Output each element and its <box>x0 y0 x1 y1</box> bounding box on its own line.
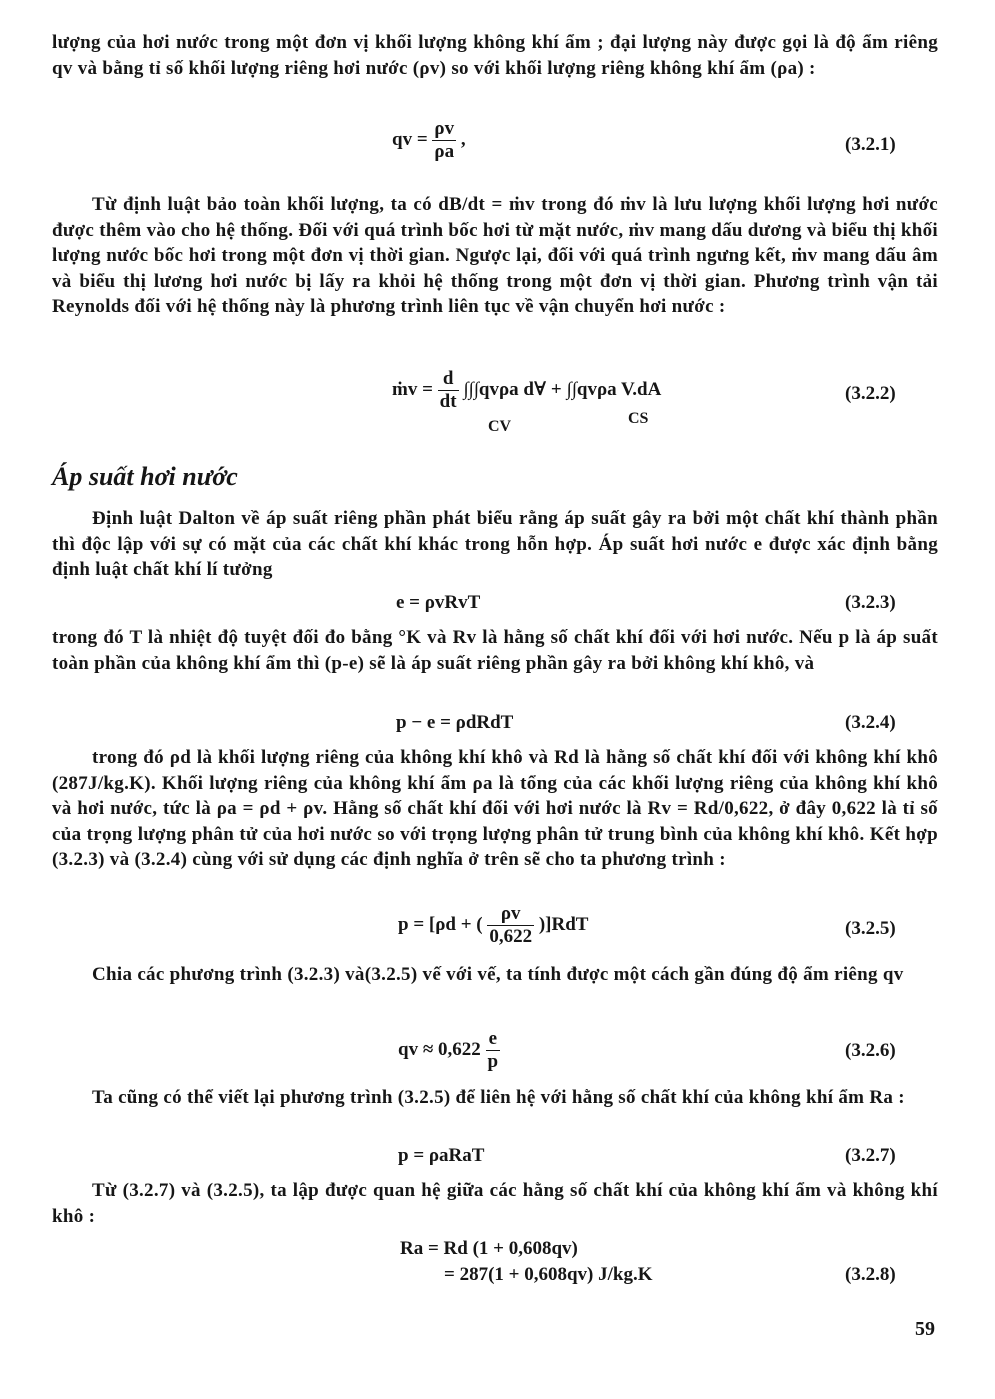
paragraph-dalton-law: Định luật Dalton về áp suất riêng phần phát biểu rằng áp suất gây ra bởi một chất khí thành phần thì độc lập với sự có mặt của các chất khí khác trong hỗn hợp. Áp suất hơi nước e được xác định bằng định luật chất khí lí tưởng <box>52 508 938 580</box>
fraction <box>486 1028 501 1073</box>
section-heading: Áp suất hơi nước <box>52 462 238 491</box>
paragraph-vapor-gas-constant: trong đó T là nhiệt độ tuyệt đối đo bằng °K và Rv là hằng số chất khí đối với hơi nước. Nếu p là áp suất toàn phần của không khí ẩm thì (p-e) sẽ là áp suất riêng phần gây ra bởi không khí khô, và <box>52 627 938 674</box>
equation-number: (3.2.4) <box>845 712 896 733</box>
equation-3-2-4: p − e = ρdRdT <box>396 712 514 733</box>
paragraph-specific-humidity-definition: lượng của hơi nước trong một đơn vị khối lượng không khí ẩm ; đại lượng này được gọi là độ ẩm riêng qv và bằng tỉ số khối lượng riêng hơi nước (ρv) so với khối lượng riêng không khí ẩm (ρa) : <box>52 32 938 79</box>
paragraph-dry-air-density: trong đó ρd là khối lượng riêng của không khí khô và Rd là hằng số chất khí đối với không khí khô (287J/kg.K). Khối lượng riêng của không khí ẩm ρa là tổng của các khối lượng riêng của không khí khô và hơi nước, tức là ρa = ρd + ρv. Hằng số chất khí đối với hơi nước là Rv = Rd/0,622, ở đây 0,622 là tỉ số của trọng lượng phân tử của hơi nước so với trọng lượng phân tử trung bình của không khí khô. Kết hợp (3.2.3) và (3.2.4) cùng với sử dụng các định nghĩa ở trên sẽ cho ta phương trình : <box>52 747 938 870</box>
paragraph-mass-conservation: Từ định luật bảo toàn khối lượng, ta có dB/dt = ṁv trong đó ṁv là lưu lượng khối lượng hơi nước được thêm vào cho hệ thống. Đối với quá trình bốc hơi từ mặt nước, ṁv mang dấu dương và biểu thị khối lượng nước bốc hơi trong một đơn vị thời gian. Ngược lại, đối với quá trình ngưng kết, ṁv mang dấu âm và biểu thị lương hơi nước bị lấy ra khỏi hệ thống trong một đơn vị thời gian. Phương trình vận tải Reynolds đối với hệ thống này là phương trình liên tục về vận chuyển hơi nước : <box>52 194 938 317</box>
equation-tail: , <box>460 128 466 150</box>
equation-lhs: p = [ρd + ( <box>398 913 483 935</box>
paragraph-moist-air-constant: Ta cũng có thể viết lại phương trình (3.2.5) để liên hệ với hằng số chất khí của không khí ẩm Ra : <box>92 1087 905 1108</box>
equation-3-2-3: e = ρvRvT <box>396 592 481 613</box>
page-number: 59 <box>915 1318 935 1340</box>
equation-body: ∫∫∫qvρa d∀ + ∫∫qvρa V.dA <box>463 378 662 400</box>
fraction-numerator: ρv <box>434 118 455 139</box>
equation-3-2-2 <box>392 368 661 413</box>
equation-3-2-7: p = ρaRaT <box>398 1145 485 1166</box>
equation-lhs: qv = <box>392 128 428 150</box>
paragraph-approx-specific-humidity: Chia các phương trình (3.2.3) và(3.2.5) vế với vế, ta tính được một cách gần đúng độ ẩm riêng qv <box>92 964 904 985</box>
fraction-denominator: dt <box>439 391 457 412</box>
paragraph-gas-constant-relation: Từ (3.2.7) và (3.2.5), ta lập được quan hệ giữa các hằng số chất khí của không khí ẩm và không khí khô : <box>52 1180 938 1227</box>
equation-number: (3.2.8) <box>845 1264 896 1285</box>
fraction <box>487 903 534 948</box>
control-surface-label: CS <box>628 410 649 427</box>
equation-lhs: qv ≈ 0,622 <box>398 1038 481 1060</box>
equation-3-2-5 <box>398 903 588 948</box>
equation-tail: )]RdT <box>538 913 589 935</box>
fraction-numerator: ρv <box>487 903 534 926</box>
equation-3-2-6 <box>398 1028 500 1073</box>
equation-number: (3.2.2) <box>845 383 896 404</box>
equation-number: (3.2.5) <box>845 918 896 939</box>
control-volume-label: CV <box>488 418 512 435</box>
fraction-denominator: ρa <box>434 141 455 162</box>
fraction-denominator: 0,622 <box>489 926 533 947</box>
equation-number: (3.2.3) <box>845 592 896 613</box>
fraction <box>432 118 456 163</box>
equation-number: (3.2.7) <box>845 1145 896 1166</box>
equation-number: (3.2.1) <box>845 134 896 155</box>
fraction-denominator: p <box>487 1051 499 1072</box>
equation-lhs: ṁv = <box>392 378 433 400</box>
fraction-numerator: d <box>438 368 459 391</box>
equation-number: (3.2.6) <box>845 1040 896 1061</box>
fraction-numerator: e <box>486 1028 501 1051</box>
equation-3-2-1 <box>392 118 466 163</box>
equation-3-2-8-line-2: = 287(1 + 0,608qv) J/kg.K <box>444 1264 653 1285</box>
equation-3-2-8-line-1: Ra = Rd (1 + 0,608qv) <box>400 1238 578 1259</box>
fraction <box>438 368 459 413</box>
